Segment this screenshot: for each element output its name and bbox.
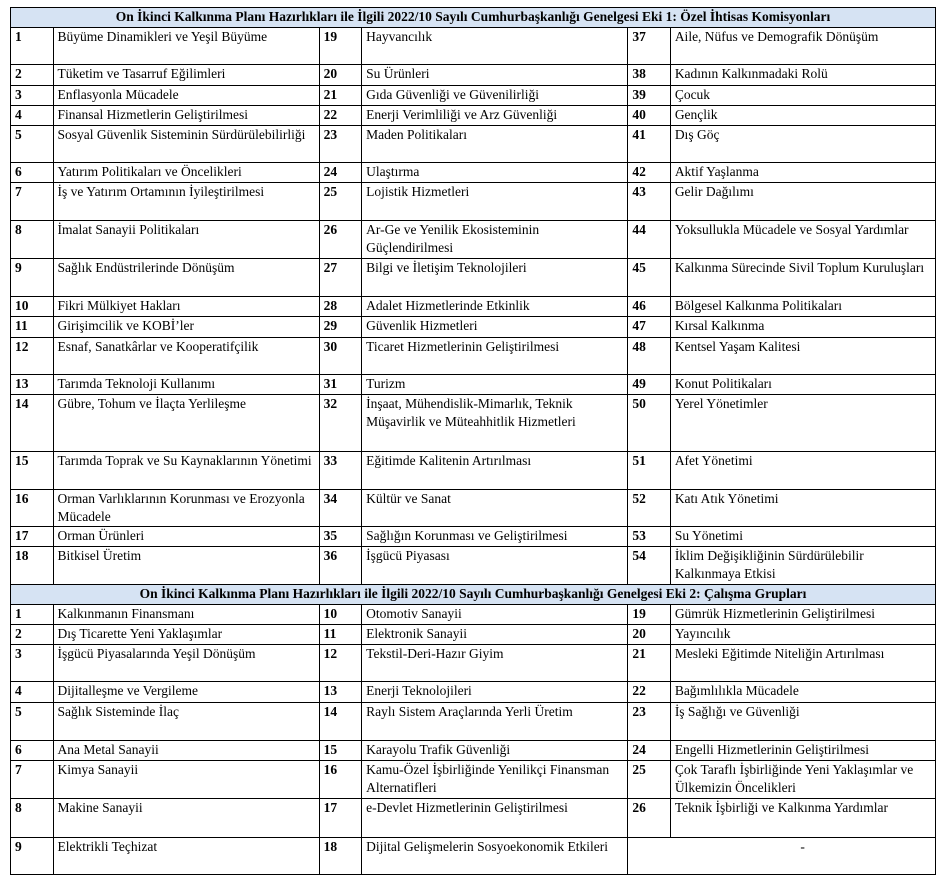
item-number: 54 <box>628 547 671 584</box>
table-row <box>11 125 936 162</box>
item-title: Gelir Dağılımı <box>670 183 935 220</box>
table-row <box>11 489 936 526</box>
item-title: - <box>670 837 935 874</box>
item-title: Çok Taraflı İşbirliğinde Yeni Yaklaşımlar ve Ülkemizin Öncelikleri <box>670 761 935 799</box>
section1-title: On İkinci Kalkınma Planı Hazırlıkları ile İlgili 2022/10 Sayılı Cumhurbaşkanlığı Genelgesi Eki 1: Özel İhtisas Komisyonları <box>11 8 936 28</box>
item-number: 4 <box>11 105 54 125</box>
item-number: 28 <box>319 297 362 317</box>
item-number: 30 <box>319 337 362 374</box>
item-title: Yatırım Politikaları ve Öncelikleri <box>53 163 319 183</box>
item-title: Ar-Ge ve Yenilik Ekosisteminin Güçlendirilmesi <box>362 220 628 258</box>
item-number: 21 <box>319 85 362 105</box>
table-row <box>11 297 936 317</box>
item-number: 9 <box>11 837 54 874</box>
table-row <box>11 85 936 105</box>
item-number: 38 <box>628 65 671 85</box>
item-title: Aile, Nüfus ve Demografik Dönüşüm <box>670 28 935 65</box>
item-title: Tarımda Teknoloji Kullanımı <box>53 374 319 394</box>
item-number: 4 <box>11 682 54 702</box>
item-title: Bölgesel Kalkınma Politikaları <box>670 297 935 317</box>
item-number: 17 <box>319 799 362 837</box>
item-title: Eğitimde Kalitenin Artırılması <box>362 452 628 489</box>
item-title: Su Ürünleri <box>362 65 628 85</box>
item-title: Afet Yönetimi <box>670 452 935 489</box>
item-title: Elektrikli Teçhizat <box>53 837 319 874</box>
item-number: 18 <box>11 547 54 584</box>
item-title: İmalat Sanayii Politikaları <box>53 220 319 258</box>
item-number: 53 <box>628 527 671 547</box>
item-number: 12 <box>11 337 54 374</box>
table-row <box>11 547 936 584</box>
item-title: Kalkınmanın Finansmanı <box>53 604 319 624</box>
item-title: Orman Varlıklarının Korunması ve Erozyonla Mücadele <box>53 489 319 526</box>
item-title: Adalet Hizmetlerinde Etkinlik <box>362 297 628 317</box>
item-title: Sağlık Endüstrilerinde Dönüşüm <box>53 258 319 296</box>
item-number: 1 <box>11 604 54 624</box>
table-row <box>11 337 936 374</box>
table-row <box>11 682 936 702</box>
item-number: 15 <box>319 740 362 760</box>
table-row <box>11 220 936 258</box>
commission-table <box>10 7 936 875</box>
item-number: 41 <box>628 125 671 162</box>
item-number: 1 <box>11 28 54 65</box>
item-title: Yoksullukla Mücadele ve Sosyal Yardımlar <box>670 220 935 258</box>
item-title: Çocuk <box>670 85 935 105</box>
item-title: Katı Atık Yönetimi <box>670 489 935 526</box>
item-title: Gübre, Tohum ve İlaçta Yerlileşme <box>53 395 319 452</box>
item-title: Gençlik <box>670 105 935 125</box>
item-title: Makine Sanayii <box>53 799 319 837</box>
table-row <box>11 624 936 644</box>
item-number: 11 <box>11 317 54 337</box>
item-number: 2 <box>11 624 54 644</box>
item-title: Konut Politikaları <box>670 374 935 394</box>
item-number: 3 <box>11 85 54 105</box>
item-title: Kalkınma Sürecinde Sivil Toplum Kuruluşları <box>670 258 935 296</box>
item-number: 25 <box>319 183 362 220</box>
item-title: Kültür ve Sanat <box>362 489 628 526</box>
section2-header-row <box>11 584 936 604</box>
item-number: 26 <box>628 799 671 837</box>
item-title: İşgücü Piyasası <box>362 547 628 584</box>
item-title: Hayvancılık <box>362 28 628 65</box>
item-number: 37 <box>628 28 671 65</box>
item-title: Ana Metal Sanayii <box>53 740 319 760</box>
item-number: 9 <box>11 258 54 296</box>
item-title: Bitkisel Üretim <box>53 547 319 584</box>
table-row <box>11 374 936 394</box>
item-number: 22 <box>628 682 671 702</box>
item-number: 2 <box>11 65 54 85</box>
item-number: 21 <box>628 645 671 682</box>
item-title: Kimya Sanayii <box>53 761 319 799</box>
item-title: Kentsel Yaşam Kalitesi <box>670 337 935 374</box>
item-number: 51 <box>628 452 671 489</box>
item-title: Esnaf, Sanatkârlar ve Kooperatifçilik <box>53 337 319 374</box>
item-title: Engelli Hizmetlerinin Geliştirilmesi <box>670 740 935 760</box>
table-row <box>11 645 936 682</box>
item-title: e-Devlet Hizmetlerinin Geliştirilmesi <box>362 799 628 837</box>
item-number: 6 <box>11 740 54 760</box>
item-title: Maden Politikaları <box>362 125 628 162</box>
item-title: Mesleki Eğitimde Niteliğin Artırılması <box>670 645 935 682</box>
item-title: Kamu-Özel İşbirliğinde Yenilikçi Finansman Alternatifleri <box>362 761 628 799</box>
item-number <box>628 837 671 874</box>
item-number: 23 <box>319 125 362 162</box>
item-number: 17 <box>11 527 54 547</box>
item-number: 42 <box>628 163 671 183</box>
item-number: 35 <box>319 527 362 547</box>
table-row <box>11 317 936 337</box>
item-title: Enerji Teknolojileri <box>362 682 628 702</box>
item-number: 31 <box>319 374 362 394</box>
section2-body <box>11 584 936 874</box>
item-title: İş Sağlığı ve Güvenliği <box>670 702 935 740</box>
item-number: 12 <box>319 645 362 682</box>
item-number: 33 <box>319 452 362 489</box>
item-title: İşgücü Piyasalarında Yeşil Dönüşüm <box>53 645 319 682</box>
item-title: Aktif Yaşlanma <box>670 163 935 183</box>
item-number: 45 <box>628 258 671 296</box>
item-title: Su Yönetimi <box>670 527 935 547</box>
item-number: 24 <box>628 740 671 760</box>
item-title: Yayıncılık <box>670 624 935 644</box>
item-title: Bilgi ve İletişim Teknolojileri <box>362 258 628 296</box>
item-number: 34 <box>319 489 362 526</box>
item-title: Gıda Güvenliği ve Güvenilirliği <box>362 85 628 105</box>
item-title: Tekstil-Deri-Hazır Giyim <box>362 645 628 682</box>
item-number: 3 <box>11 645 54 682</box>
item-number: 6 <box>11 163 54 183</box>
item-number: 13 <box>11 374 54 394</box>
item-title: Fikri Mülkiyet Hakları <box>53 297 319 317</box>
item-title: Dış Ticarette Yeni Yaklaşımlar <box>53 624 319 644</box>
section1-body <box>11 8 936 585</box>
item-number: 18 <box>319 837 362 874</box>
item-title: Orman Ürünleri <box>53 527 319 547</box>
item-title: Lojistik Hizmetleri <box>362 183 628 220</box>
item-title: Ulaştırma <box>362 163 628 183</box>
table-row <box>11 702 936 740</box>
item-number: 26 <box>319 220 362 258</box>
item-number: 46 <box>628 297 671 317</box>
item-title: Elektronik Sanayii <box>362 624 628 644</box>
item-title: Turizm <box>362 374 628 394</box>
table-row <box>11 105 936 125</box>
item-number: 47 <box>628 317 671 337</box>
item-title: Karayolu Trafik Güvenliği <box>362 740 628 760</box>
item-number: 20 <box>628 624 671 644</box>
item-number: 36 <box>319 547 362 584</box>
item-title: Raylı Sistem Araçlarında Yerli Üretim <box>362 702 628 740</box>
item-number: 43 <box>628 183 671 220</box>
item-number: 48 <box>628 337 671 374</box>
item-number: 50 <box>628 395 671 452</box>
item-number: 27 <box>319 258 362 296</box>
section2-title: On İkinci Kalkınma Planı Hazırlıkları ile İlgili 2022/10 Sayılı Cumhurbaşkanlığı Genelgesi Eki 2: Çalışma Grupları <box>11 584 936 604</box>
item-title: Dış Göç <box>670 125 935 162</box>
item-number: 13 <box>319 682 362 702</box>
item-number: 19 <box>628 604 671 624</box>
table-row <box>11 28 936 65</box>
item-title: Dijital Gelişmelerin Sosyoekonomik Etkileri <box>362 837 628 874</box>
item-number: 25 <box>628 761 671 799</box>
item-title: Finansal Hizmetlerin Geliştirilmesi <box>53 105 319 125</box>
item-number: 20 <box>319 65 362 85</box>
item-title: Enflasyonla Mücadele <box>53 85 319 105</box>
item-number: 7 <box>11 761 54 799</box>
item-title: Sağlık Sisteminde İlaç <box>53 702 319 740</box>
item-number: 40 <box>628 105 671 125</box>
item-title: İş ve Yatırım Ortamının İyileştirilmesi <box>53 183 319 220</box>
item-title: Yerel Yönetimler <box>670 395 935 452</box>
table-row <box>11 740 936 760</box>
table-row <box>11 65 936 85</box>
item-title: Güvenlik Hizmetleri <box>362 317 628 337</box>
item-number: 39 <box>628 85 671 105</box>
item-title: Tarımda Toprak ve Su Kaynaklarının Yönetimi <box>53 452 319 489</box>
table-row <box>11 183 936 220</box>
item-number: 11 <box>319 624 362 644</box>
item-number: 15 <box>11 452 54 489</box>
item-title: Enerji Verimliliği ve Arz Güvenliği <box>362 105 628 125</box>
item-number: 44 <box>628 220 671 258</box>
item-number: 19 <box>319 28 362 65</box>
item-title: Kadının Kalkınmadaki Rolü <box>670 65 935 85</box>
item-number: 49 <box>628 374 671 394</box>
item-title: Büyüme Dinamikleri ve Yeşil Büyüme <box>53 28 319 65</box>
item-title: Kırsal Kalkınma <box>670 317 935 337</box>
item-title: Ticaret Hizmetlerinin Geliştirilmesi <box>362 337 628 374</box>
item-title: Otomotiv Sanayii <box>362 604 628 624</box>
item-title: Sağlığın Korunması ve Geliştirilmesi <box>362 527 628 547</box>
item-title: Tüketim ve Tasarruf Eğilimleri <box>53 65 319 85</box>
item-number: 7 <box>11 183 54 220</box>
table-row <box>11 527 936 547</box>
item-number: 22 <box>319 105 362 125</box>
item-number: 32 <box>319 395 362 452</box>
table-row <box>11 761 936 799</box>
table-row <box>11 452 936 489</box>
item-number: 52 <box>628 489 671 526</box>
table-row <box>11 837 936 874</box>
item-title: Girişimcilik ve KOBİ’ler <box>53 317 319 337</box>
item-number: 5 <box>11 702 54 740</box>
item-number: 24 <box>319 163 362 183</box>
item-title: Bağımlılıkla Mücadele <box>670 682 935 702</box>
item-number: 8 <box>11 220 54 258</box>
item-title: Gümrük Hizmetlerinin Geliştirilmesi <box>670 604 935 624</box>
item-number: 23 <box>628 702 671 740</box>
item-number: 10 <box>319 604 362 624</box>
item-number: 8 <box>11 799 54 837</box>
item-title: Teknik İşbirliği ve Kalkınma Yardımlar <box>670 799 935 837</box>
item-number: 5 <box>11 125 54 162</box>
item-number: 10 <box>11 297 54 317</box>
item-title: İnşaat, Mühendislik-Mimarlık, Teknik Müşavirlik ve Müteahhitlik Hizmetleri <box>362 395 628 452</box>
item-number: 16 <box>319 761 362 799</box>
table-row <box>11 799 936 837</box>
table-row <box>11 163 936 183</box>
item-title: İklim Değişikliğinin Sürdürülebilir Kalkınmaya Etkisi <box>670 547 935 584</box>
item-number: 14 <box>319 702 362 740</box>
item-title: Dijitalleşme ve Vergileme <box>53 682 319 702</box>
table-row <box>11 258 936 296</box>
item-number: 16 <box>11 489 54 526</box>
item-number: 29 <box>319 317 362 337</box>
table-row <box>11 395 936 452</box>
section1-header-row <box>11 8 936 28</box>
item-number: 14 <box>11 395 54 452</box>
item-title: Sosyal Güvenlik Sisteminin Sürdürülebilirliği <box>53 125 319 162</box>
table-row <box>11 604 936 624</box>
